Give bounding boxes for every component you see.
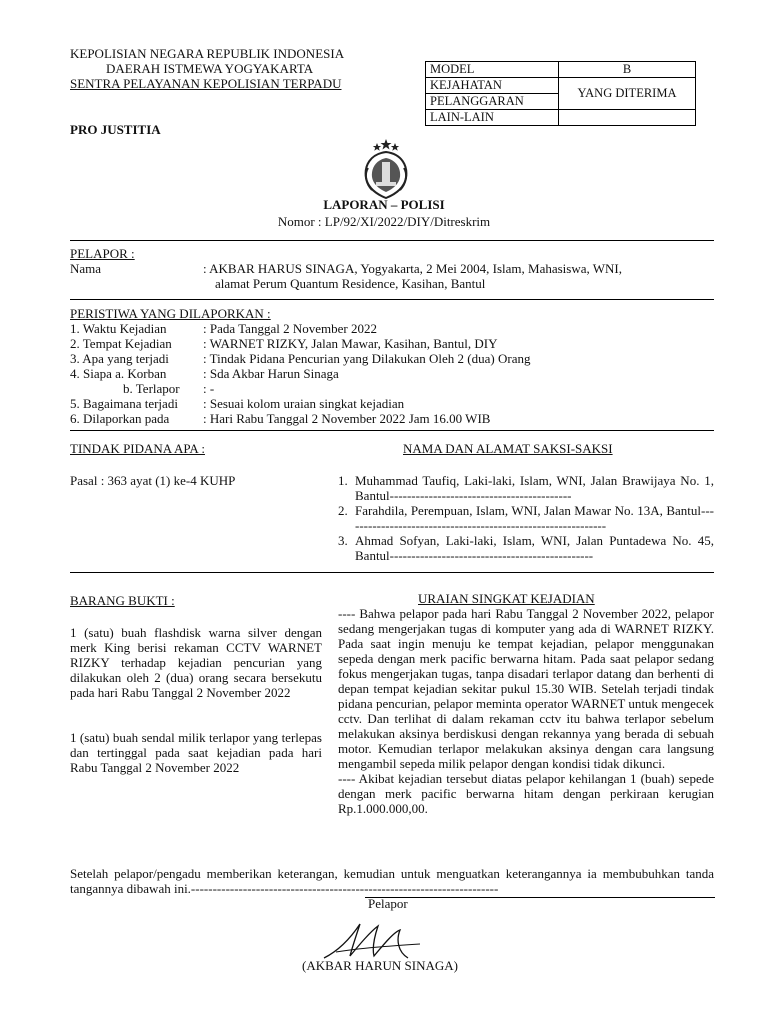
list-item: 6. Dilaporkan pada : Hari Rabu Tanggal 2 November 2022 Jam 16.00 WIB — [70, 411, 491, 426]
status-label: YANG DITERIMA — [559, 78, 696, 110]
agency-line-2: DAERAH ISTMEWA YOGYAKARTA — [106, 61, 314, 76]
uraian-paragraph-2: ---- Akibat kejadian tersebut diatas pelapor kehilangan 1 (buah) sepede dengan merk pacific berwarna hitam dengan perkiraan kerugian Rp.1.000.000,00. — [338, 771, 714, 816]
pelapor-nama-value: : AKBAR HARUS SINAGA, Yogyakarta, 2 Mei 2004, Islam, Mahasiswa, WNI, — [203, 261, 622, 276]
report-number: Nomor : LP/92/XI/2022/DIY/Ditreskrim — [277, 214, 491, 229]
pelapor-alamat: alamat Perum Quantum Residence, Kasihan, Bantul — [215, 276, 486, 291]
signature-icon — [300, 922, 450, 962]
pelapor-nama-label: Nama — [70, 261, 102, 276]
list-item: 4. Siapa a. Korban : Sda Akbar Harun Sinaga — [70, 366, 339, 381]
empty-cell — [559, 110, 696, 126]
barang-bukti-item-2: 1 (satu) buah sendal milik terlapor yang terlepas dan tertinggal pada saat kejadian pada hari Rabu Tanggal 2 November 2022 — [70, 730, 322, 775]
lain-lain-label: LAIN-LAIN — [426, 110, 559, 126]
pro-justitia: PRO JUSTITIA — [70, 122, 161, 137]
list-item: 2. Farahdila, Perempuan, Islam, WNI, Jalan Mawar No. 13A, Bantul------------------------------------------------------------- — [338, 503, 714, 533]
signature-role: Pelapor — [368, 896, 408, 911]
list-item: b. Terlapor : - — [123, 381, 215, 396]
kejahatan-label: KEJAHATAN — [426, 78, 559, 94]
police-emblem-icon — [358, 138, 414, 200]
report-title: LAPORAN – POLISI — [323, 197, 445, 212]
pasal: Pasal : 363 ayat (1) ke-4 KUHP — [70, 473, 236, 488]
uraian-paragraph-1: ---- Bahwa pelapor pada hari Rabu Tanggal 2 November 2022, pelapor sedang mengerjakan tugas di komputer yang ada di WARNET RIZKY. Pada saat ingin menuju ke tempat kejadian, pelapor menggunakan sepeda dengan merk pacific berwarna hitam. Pada saat pelapor sedang fokus mengerjakan tugas, tanpa disadari terlapor datang dan berhenti di depan tempat kejadian sekitar pukul 15.30 WIB. Setelah terjadi tindak pidana pencurian, pelapor meminta operator WARNET untuk mengecek cctv. Dan terlihat di dalam rekaman cctv itu bahwa terlapor sebelum melakukan aksinya berdiskusi dengan rekannya yang berada di sebuah motor. Kemudian terlapor melakukan aksinya dengan cara langsung mengambil sepeda milik pelapor dengan kondisi tidak dikunci. — [338, 606, 714, 771]
model-label: MODEL — [426, 62, 559, 78]
signature-name: (AKBAR HARUN SINAGA) — [302, 958, 458, 973]
pelanggaran-label: PELANGGARAN — [426, 94, 559, 110]
list-item: 3. Apa yang terjadi : Tindak Pidana Pencurian yang Dilakukan Oleh 2 (dua) Orang — [70, 351, 531, 366]
agency-line-3: SENTRA PELAYANAN KEPOLISIAN TERPADU — [70, 76, 342, 91]
divider — [365, 897, 715, 898]
divider — [70, 430, 714, 431]
divider — [70, 572, 714, 573]
closing-statement: Setelah pelapor/pengadu memberikan keterangan, kemudian untuk menguatkan keterangannya ia membubuhkan tanda tangannya dibawah ini.----------------------------------------------------------------------- — [70, 866, 714, 896]
list-item: 1. Waktu Kejadian : Pada Tanggal 2 November 2022 — [70, 321, 377, 336]
list-item: 3. Ahmad Sofyan, Laki-laki, Islam, WNI, Jalan Puntadewa No. 45, Bantul----------------------------------------------- — [338, 533, 714, 563]
barang-bukti-heading: BARANG BUKTI : — [70, 593, 175, 608]
peristiwa-heading: PERISTIWA YANG DILAPORKAN : — [70, 306, 271, 321]
peristiwa-list — [70, 321, 710, 426]
agency-line-1: KEPOLISIAN NEGARA REPUBLIK INDONESIA — [70, 46, 345, 61]
list-item: 5. Bagaimana terjadi : Sesuai kolom uraian singkat kejadian — [70, 396, 405, 411]
divider — [70, 240, 714, 241]
uraian-heading: URAIAN SINGKAT KEJADIAN — [418, 591, 595, 606]
model-box — [425, 61, 696, 126]
list-item: 1. Muhammad Taufiq, Laki-laki, Islam, WNI, Jalan Brawijaya No. 1, Bantul------------------------------------------ — [338, 473, 714, 503]
agency-header — [70, 46, 390, 91]
uraian-body — [338, 606, 714, 816]
barang-bukti-item-1: 1 (satu) buah flashdisk warna silver dengan merk King berisi rekaman CCTV WARNET RIZKY terhadap kejadian pencurian yang dilakukan oleh 2 (dua) orang secara bersekutu pada hari Rabu Tanggal 2 November 2022 — [70, 625, 322, 700]
pelapor-heading: PELAPOR : — [70, 246, 135, 261]
model-value: B — [559, 62, 696, 78]
divider — [70, 299, 714, 300]
list-item: 2. Tempat Kejadian : WARNET RIZKY, Jalan Mawar, Kasihan, Bantul, DIY — [70, 336, 498, 351]
saksi-list — [338, 473, 714, 563]
tindak-pidana-heading: TINDAK PIDANA APA : — [70, 441, 205, 456]
saksi-heading: NAMA DAN ALAMAT SAKSI-SAKSI — [403, 441, 613, 456]
